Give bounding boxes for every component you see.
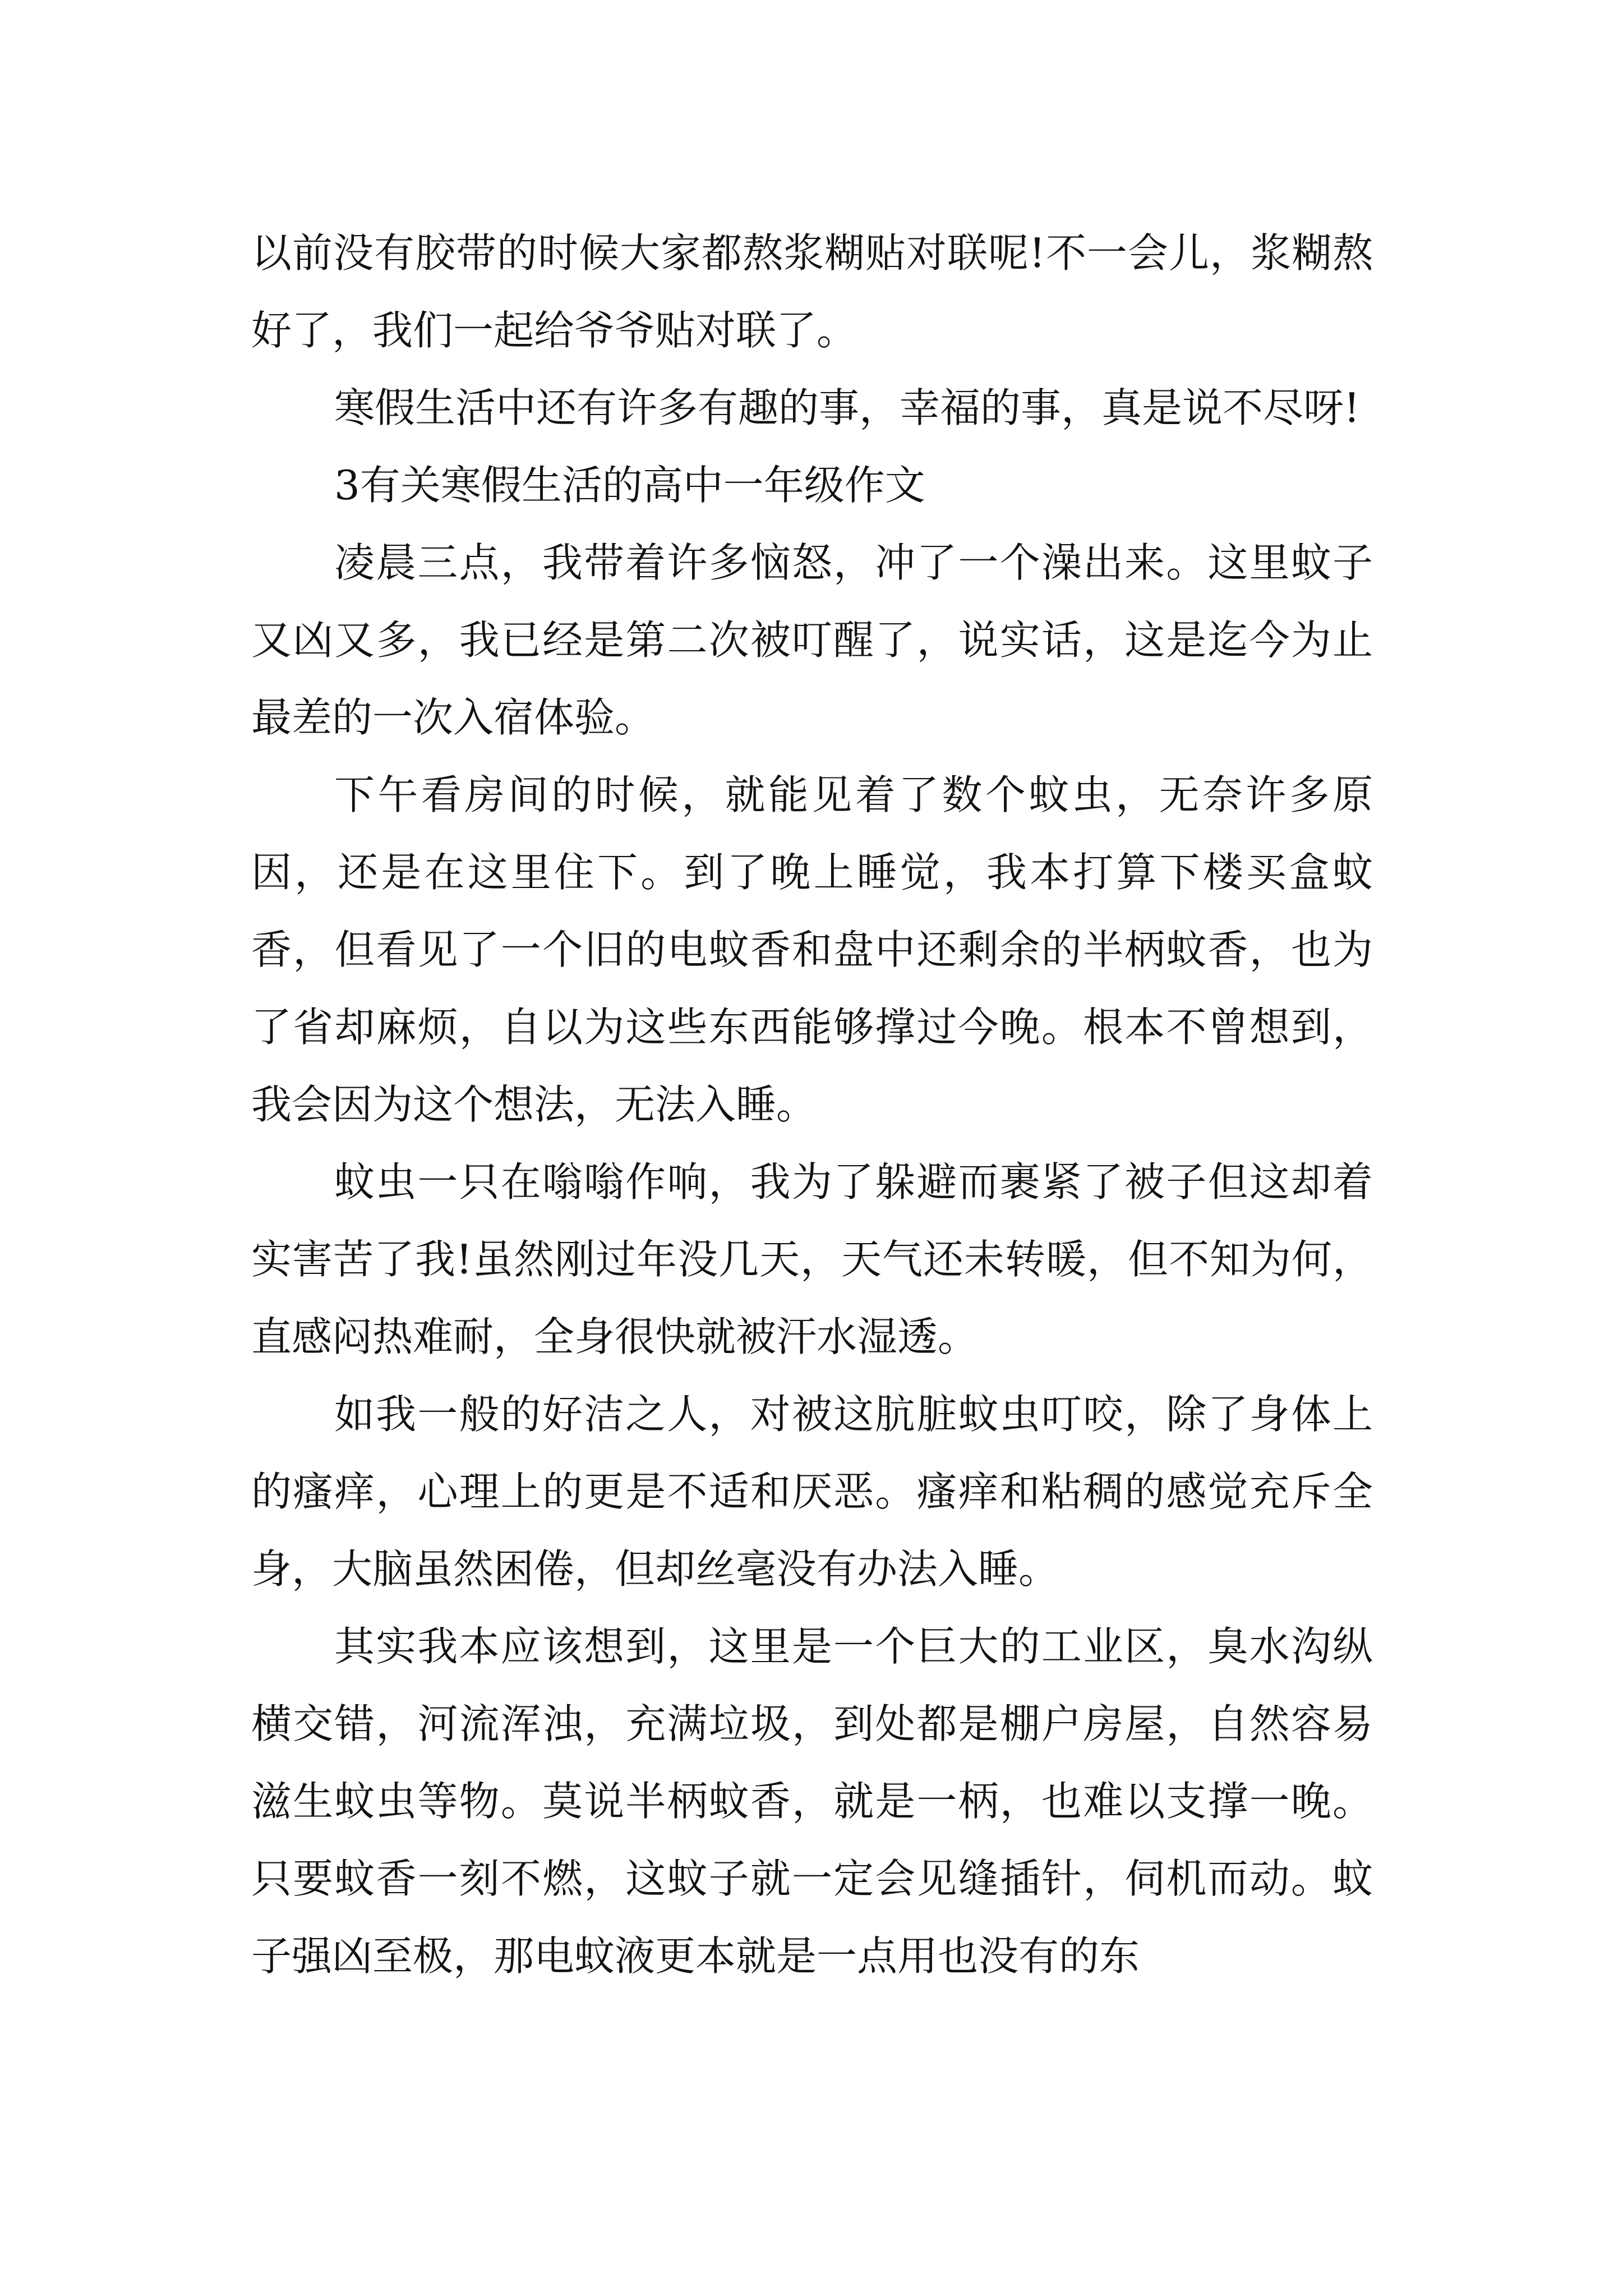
paragraph-6: 如我一般的好洁之人，对被这肮脏蚊虫叮咬，除了身体上的瘙痒，心理上的更是不适和厌恶。瘙痒和粘稠的感觉充斥全身，大脑虽然困倦，但却丝毫没有办法入睡。 bbox=[251, 1391, 1373, 1593]
section-heading: 3有关寒假生活的高中一年级作文 bbox=[334, 462, 925, 509]
document-body bbox=[251, 214, 1373, 1995]
paragraph-7: 其实我本应该想到，这里是一个巨大的工业区，臭水沟纵横交错，河流浑浊，充满垃圾，到处都是棚户房屋，自然容易滋生蚊虫等物。莫说半柄蚊香，就是一柄，也难以支撑一晚。只要蚊香一刻不燃，这蚊子就一定会见缝插针，伺机而动。蚊子强凶至极，那电蚊液更本就是一点用也没有的东 bbox=[251, 1623, 1373, 1980]
paragraph-4: 下午看房间的时候，就能见着了数个蚊虫，无奈许多原因，还是在这里住下。到了晚上睡觉，我本打算下楼买盒蚊香，但看见了一个旧的电蚊香和盘中还剩余的半柄蚊香，也为了省却麻烦，自以为这些东西能够撑过今晚。根本不曾想到，我会因为这个想法，无法入睡。 bbox=[251, 771, 1373, 1128]
paragraph-1: 以前没有胶带的时候大家都熬浆糊贴对联呢!不一会儿，浆糊熬好了，我们一起给爷爷贴对联了。 bbox=[251, 229, 1373, 354]
paragraph-3: 凌晨三点，我带着许多恼怒，冲了一个澡出来。这里蚊子又凶又多，我已经是第二次被叮醒了，说实话，这是迄今为止最差的一次入宿体验。 bbox=[251, 539, 1373, 741]
paragraph-2: 寒假生活中还有许多有趣的事，幸福的事，真是说不尽呀! bbox=[334, 384, 1360, 431]
paragraph-5: 蚊虫一只在嗡嗡作响，我为了躲避而裹紧了被子但这却着实害苦了我!虽然刚过年没几天，天气还未转暖，但不知为何，直感闷热难耐，全身很快就被汗水湿透。 bbox=[251, 1158, 1373, 1360]
